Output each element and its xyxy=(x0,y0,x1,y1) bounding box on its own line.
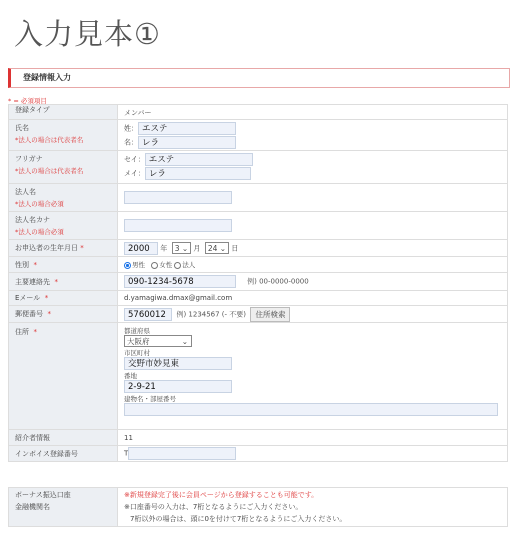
reg-type-value: メンバー xyxy=(118,105,508,120)
first-kana-input[interactable]: レラ xyxy=(145,167,251,180)
birth-month-select[interactable] xyxy=(172,242,191,254)
referrer-label: 紹介者情報 xyxy=(9,430,118,446)
address-required-mark: * xyxy=(33,328,37,336)
invoice-number-input[interactable] xyxy=(128,447,236,460)
bank-account-table xyxy=(8,487,508,527)
email-label-text: Eメール xyxy=(15,294,41,302)
email-required-mark: * xyxy=(44,294,49,302)
building-input[interactable] xyxy=(124,403,498,416)
postal-label xyxy=(9,306,118,323)
birth-day-select[interactable] xyxy=(205,242,229,254)
corp-label xyxy=(9,184,118,212)
postal-value-cell xyxy=(118,306,508,323)
kana-sub-note: *法人の場合は代表者名 xyxy=(15,167,84,175)
phone-label xyxy=(9,273,118,291)
birth-label xyxy=(9,240,118,257)
corp-name-input[interactable] xyxy=(124,191,232,204)
gender-label xyxy=(9,257,118,273)
month-unit: 月 xyxy=(193,244,201,252)
postal-label-text: 郵便番号 xyxy=(15,310,43,318)
gender-male-radio[interactable] xyxy=(124,262,131,269)
first-name-input[interactable]: レラ xyxy=(138,136,236,149)
first-kana-prefix: メイ： xyxy=(124,169,145,178)
referrer-value: 11 xyxy=(118,430,508,446)
name-sub-note: *法人の場合は代表者名 xyxy=(15,136,84,144)
invoice-label: インボイス登録番号 xyxy=(9,446,118,462)
city-input[interactable]: 交野市妙見東 xyxy=(124,357,232,370)
postal-code-input[interactable]: 5760012 xyxy=(124,308,172,321)
prefecture-select[interactable] xyxy=(124,335,192,347)
block-input[interactable]: 2-9-21 xyxy=(124,380,232,393)
name-value-cell xyxy=(118,120,508,151)
address-search-button[interactable]: 住所検索 xyxy=(250,307,290,322)
birth-year-input[interactable]: 2000 xyxy=(124,242,158,255)
corp-kana-sub-note: *法人の場合必須 xyxy=(15,228,64,236)
phone-example: 例) 00-0000-0000 xyxy=(247,277,309,286)
bank-note-account-digits: ※口座番号の入力は、7桁となるようにご入力ください。 xyxy=(124,503,303,511)
phone-value-cell xyxy=(118,273,508,291)
last-kana-prefix: セイ： xyxy=(124,155,145,164)
invoice-value-cell xyxy=(118,446,508,462)
postal-example: 例) 1234567 (- 不要) xyxy=(176,310,247,318)
prefecture-label: 都道府県 xyxy=(124,327,150,335)
prefecture-value: 大阪府 xyxy=(127,337,150,346)
day-unit: 日 xyxy=(231,244,239,252)
registration-form-table xyxy=(8,104,508,462)
phone-required-mark: * xyxy=(54,277,58,286)
year-unit: 年 xyxy=(160,244,168,252)
address-label xyxy=(9,323,118,430)
birth-value-cell xyxy=(118,240,508,257)
city-label: 市区町村 xyxy=(124,349,150,357)
bank-account-label: ボーナス振込口座 xyxy=(15,491,71,499)
chevron-down-icon: ⌄ xyxy=(219,244,227,253)
bank-name-label: 金融機関名 xyxy=(15,503,50,511)
kana-label-text: フリガナ xyxy=(15,155,43,163)
section-title: 登録情報入力 xyxy=(23,73,71,82)
required-note: * = 必須項目 xyxy=(8,97,47,105)
birth-day-value: 24 xyxy=(207,244,218,253)
address-label-text: 住所 xyxy=(15,328,29,336)
corp-sub-note: *法人の場合必須 xyxy=(15,200,64,208)
postal-required-mark: * xyxy=(47,310,51,318)
corp-label-text: 法人名 xyxy=(15,188,36,196)
name-label-text: 氏名 xyxy=(15,124,29,132)
email-value: d.yamagiwa.dmax@gmail.com xyxy=(118,291,508,306)
birth-month-value: 3 xyxy=(174,244,180,253)
last-name-input[interactable]: エステ xyxy=(138,122,236,135)
last-kana-input[interactable]: エステ xyxy=(145,153,253,166)
corp-kana-label-text: 法人名カナ xyxy=(15,216,50,224)
gender-male-label: 男性 xyxy=(132,261,145,269)
address-value-cell xyxy=(118,323,508,430)
chevron-down-icon: ⌄ xyxy=(181,244,189,253)
gender-female-label: 女性 xyxy=(159,261,173,269)
gender-female-radio[interactable] xyxy=(151,262,158,269)
gender-corp-radio[interactable] xyxy=(174,262,181,269)
name-label xyxy=(9,120,118,151)
kana-label xyxy=(9,151,118,184)
corp-value-cell xyxy=(118,184,508,212)
building-label: 建物名・部屋番号 xyxy=(124,395,176,403)
phone-label-text: 主要連絡先 xyxy=(15,277,50,286)
gender-value-cell xyxy=(118,257,508,273)
corp-kana-value-cell xyxy=(118,212,508,240)
bank-label-cell xyxy=(9,488,118,527)
phone-input[interactable]: 090-1234-5678 xyxy=(124,275,236,288)
section-header xyxy=(8,68,510,88)
birth-required-mark: * xyxy=(80,244,84,252)
invoice-prefix: T xyxy=(124,449,129,458)
bank-notes-cell xyxy=(118,488,508,527)
block-label: 番地 xyxy=(124,372,137,380)
chevron-down-icon: ⌄ xyxy=(181,337,188,346)
gender-corp-label: 法人 xyxy=(182,261,196,269)
gender-label-text: 性別 xyxy=(15,260,29,269)
reg-type-label-text: 登録タイプ xyxy=(15,106,50,114)
bank-note-pad-zero: 7桁以外の場合は、頭に0を付けて7桁となるようにご入力ください。 xyxy=(130,515,347,523)
gender-required-mark: * xyxy=(33,260,37,269)
corp-kana-label xyxy=(9,212,118,240)
email-label xyxy=(9,291,118,306)
reg-type-label xyxy=(9,105,118,120)
corp-kana-input[interactable] xyxy=(124,219,232,232)
birth-label-text: お申込者の生年月日 xyxy=(15,244,78,252)
page-title: 入力見本① xyxy=(14,17,161,51)
first-name-prefix: 名： xyxy=(124,138,138,147)
bank-note-register-later: ※新規登録完了後に会員ページから登録することも可能です。 xyxy=(124,491,319,499)
last-name-prefix: 姓： xyxy=(124,124,138,133)
kana-value-cell xyxy=(118,151,508,184)
